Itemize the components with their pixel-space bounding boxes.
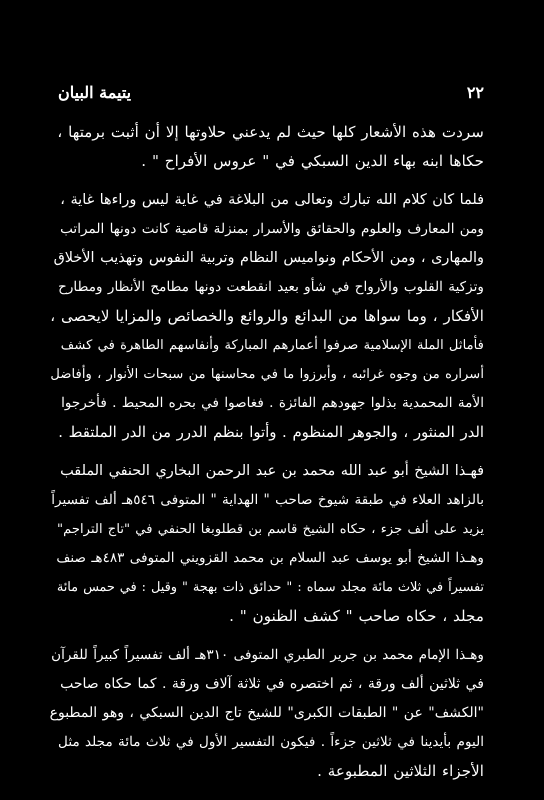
text-line: اليوم بأيدينا في ثلاثين جزءاً . فيكون التفسير الأول في ثلاث مائة مجلد مثل — [58, 734, 484, 750]
text-line: الدر المنثور ، والجوهر المنظوم . وأتوا بنظم الدرر من الدر الملتقط . — [58, 424, 484, 441]
text-line: فلما كان كلام الله تبارك وتعالى من البلاغة في غاية ليس وراءها غاية ، — [60, 192, 484, 208]
text-line: وهـذا الشيخ أبو يوسف عبد السلام بن محمد القزويني المتوفى ٤٨٣هـ صنف — [56, 550, 484, 566]
text-line: وتزكية القلوب والأرواح في شأو بعيد انقطعت دونها مطامح الأنظار ومطارح — [58, 279, 484, 295]
text-line: حكاها ابنه بهاء الدين السبكي في " عروس الأفراح " . — [141, 152, 484, 170]
text-line: تفسيراً في ثلاث مائة مجلد سماه : " حدائق ذات بهجة " وقيل : في حمس مائة — [56, 580, 484, 595]
text-line: فأماثل الملة الإسلامية صرفوا أعمارهم المباركة وأنفاسهم الطاهرة في كشف — [60, 338, 484, 353]
paragraph-4 — [50, 641, 484, 786]
paragraph-2 — [50, 186, 484, 447]
text-line: ومن المعارف والعلوم والحقائق والأسرار بمنزلة قاصية كانت دونها المراتب — [60, 221, 484, 237]
page-header — [58, 80, 484, 104]
text-line: وهـذا الإمام محمد بن جرير الطبري المتوفى ٣١٠هـ ألف تفسيراً كبيراً للقرآن — [51, 647, 484, 663]
text-line: سردت هذه الأشعار كلها حيث لم يدعني حلاوتها إلا أن أثبت برمتها ، — [57, 123, 484, 141]
text-line: أسراره من وجوه غرائبه ، وأبرزوا ما في محاسنها من سبحات الأنوار ، وأفاضل — [50, 367, 484, 382]
running-title: يتيمة البيان — [58, 82, 132, 102]
body-text — [50, 118, 484, 786]
text-line: الأمة المحمدية بذلوا جهودهم الفائزة . فغاصوا في بحره المحيط . فأخرجوا — [61, 395, 484, 411]
text-line: والمهارى ، ومن الأحكام ونواميس النظام وتربية النفوس وتهذيب الأخلاق — [53, 250, 484, 266]
text-line: الأفكار ، وما سواها من البدائع والروائع والخصائص والمزايا لايحصى ، — [50, 307, 484, 325]
text-line: الأجزاء الثلاثين المطبوعة . — [317, 762, 484, 780]
paragraph-3 — [50, 457, 484, 631]
text-line: يزيد على ألف جزء ، حكاه الشيخ قاسم بن قطلوبغا الحنفي في "تاج التراجم" — [57, 522, 484, 537]
text-line: فهـذا الشيخ أبو عبد الله محمد بن عبد الرحمن البخاري الحنفي الملقب — [60, 463, 484, 479]
text-line: بالزاهد العلاء في طبقة شيوخ صاحب " الهداية " المتوفى ٥٤٦هـ ألف تفسيراً — [51, 492, 484, 508]
text-line: مجلد ، حكاه صاحب " كشف الظنون " . — [229, 607, 484, 625]
text-line: في ثلاثين ألف ورقة ، ثم اختصره في ثلاثة آلاف ورقة . كما حكاه صاحب — [60, 676, 484, 692]
page-number: ٢٢ — [466, 82, 484, 102]
paragraph-1 — [50, 118, 484, 176]
text-line: "الكشف" عن " الطبقات الكبرى" للشيخ تاج الدين السبكي ، وهو المطبوع — [49, 705, 484, 721]
